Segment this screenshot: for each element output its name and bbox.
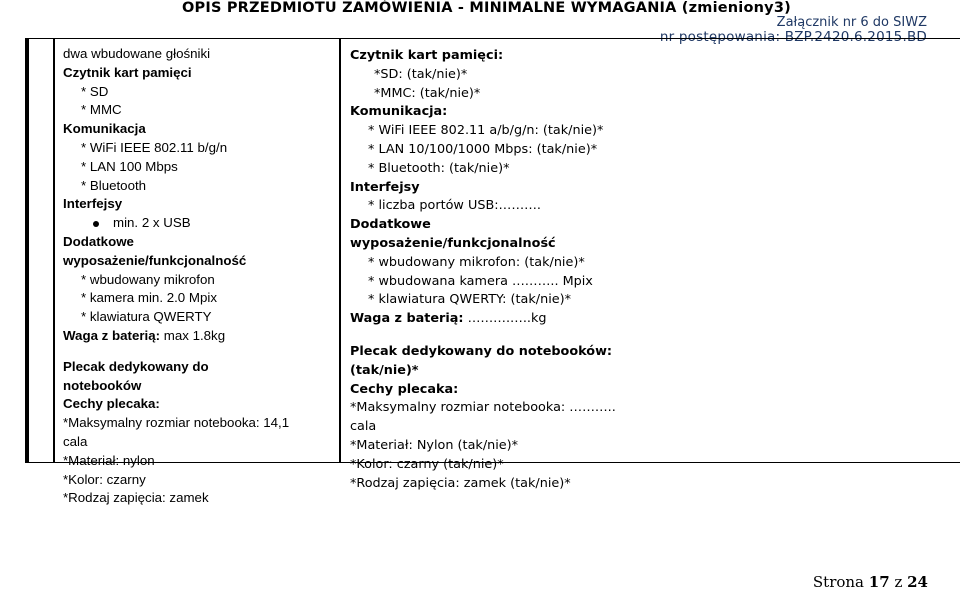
offer-weight-label: Waga z baterią: [350, 311, 464, 327]
offer-weight-line [350, 310, 950, 329]
requirements-table [25, 38, 960, 506]
page-current: 17 [868, 573, 890, 591]
camera-item: * kamera min. 2.0 Mpix [81, 290, 217, 306]
offer-bag-color: *Kolor: czarny (tak/nie)* [350, 456, 504, 472]
extras-heading-line2: wyposażenie/funkcjonalność [63, 252, 247, 268]
bag-closure: *Rodzaj zapięcia: zamek [63, 490, 209, 506]
procedure-number: nr postępowania: BZP.2420.6.2015.BD [659, 29, 927, 45]
page-total: 24 [907, 573, 928, 591]
offer-bag-features-heading: Cechy plecaka: [350, 381, 459, 397]
usb-item [63, 214, 328, 233]
page-word: Strona [812, 573, 864, 591]
offer-keyboard-item: * klawiatura QWERTY: (tak/nie)* [368, 292, 572, 308]
offer-weight-value: ……….…..kg [467, 311, 547, 327]
keyboard-item: * klawiatura QWERTY [81, 309, 212, 325]
offer-card-reader-heading: Czytnik kart pamięci: [350, 48, 504, 63]
lan-item: * LAN 100 Mbps [81, 158, 178, 174]
table-column-divider-1 [53, 39, 55, 463]
offer-mmc-item: *MMC: (tak/nie)* [374, 85, 481, 101]
offer-interfaces-heading: Interfejsy [350, 179, 420, 195]
bag-features-heading: Cechy plecaka: [63, 396, 160, 412]
offer-bag-size-line2: cala [350, 419, 377, 435]
bullet-icon [93, 221, 99, 227]
speakers-text: dwa wbudowane głośniki [63, 46, 211, 61]
offer-microphone-item: * wbudowany mikrofon: (tak/nie)* [368, 254, 585, 270]
offer-communication-heading: Komunikacja: [350, 104, 448, 120]
bag-heading-line2: notebooków [63, 377, 142, 393]
offer-usb-ports: * liczba portów USB:………. [368, 198, 541, 214]
bag-size-line2: cala [63, 433, 88, 449]
document-title: OPIS PRZEDMIOTU ZAMÓWIENIA - MINIMALNE WYMAGANIA (zmieniony3) [182, 0, 791, 16]
minimum-requirements-cell [63, 45, 328, 508]
card-reader-heading: Czytnik kart pamięci [63, 64, 192, 80]
offer-bluetooth-item: * Bluetooth: (tak/nie)* [368, 160, 510, 176]
attachment-label: Załącznik nr 6 do SIWZ [776, 15, 927, 30]
microphone-item: * wbudowany mikrofon [81, 271, 215, 287]
weight-value: max 1.8kg [163, 327, 226, 343]
offer-wifi-item: * WiFi IEEE 802.11 a/b/g/n: (tak/nie)* [368, 123, 604, 139]
weight-line [63, 327, 328, 346]
table-left-border [25, 39, 29, 463]
bag-material: *Materiał: nylon [63, 452, 155, 468]
sd-item: * SD [81, 83, 109, 99]
offer-camera-item: * wbudowana kamera ……….. Mpix [368, 273, 593, 289]
page-footer [813, 573, 928, 591]
mmc-item: * MMC [81, 102, 122, 118]
wifi-item: * WiFi IEEE 802.11 b/g/n [81, 139, 228, 155]
offer-bag-size-line1: *Maksymalny rozmiar notebooka: ……….. [350, 400, 616, 416]
weight-label: Waga z baterią: [63, 327, 161, 343]
extras-heading-line1: Dodatkowe [63, 233, 134, 249]
offer-extras-heading-line1: Dodatkowe [350, 217, 431, 233]
offered-parameters-cell [350, 47, 950, 493]
bag-color: *Kolor: czarny [63, 471, 146, 487]
bag-heading-line1: Plecak dedykowany do [63, 358, 209, 374]
offer-bag-material: *Materiał: Nylon (tak/nie)* [350, 437, 519, 453]
bluetooth-item: * Bluetooth [81, 177, 147, 193]
offer-bag-heading-line1: Plecak dedykowany do notebooków: [350, 343, 613, 359]
offer-extras-heading-line2: wyposażenie/funkcjonalność [350, 235, 556, 251]
usb-text: min. 2 x USB [113, 215, 191, 231]
offer-bag-closure: *Rodzaj zapięcia: zamek (tak/nie)* [350, 475, 571, 491]
offer-lan-item: * LAN 10/100/1000 Mbps: (tak/nie)* [368, 141, 598, 157]
interfaces-heading: Interfejsy [63, 196, 123, 212]
offer-bag-heading-line2: (tak/nie)* [350, 362, 419, 378]
offer-sd-item: *SD: (tak/nie)* [374, 66, 468, 82]
bag-size-line1: *Maksymalny rozmiar notebooka: 14,1 [63, 415, 290, 431]
communication-heading: Komunikacja [63, 121, 146, 137]
page-separator: z [894, 573, 903, 591]
table-column-divider-2 [339, 39, 341, 463]
